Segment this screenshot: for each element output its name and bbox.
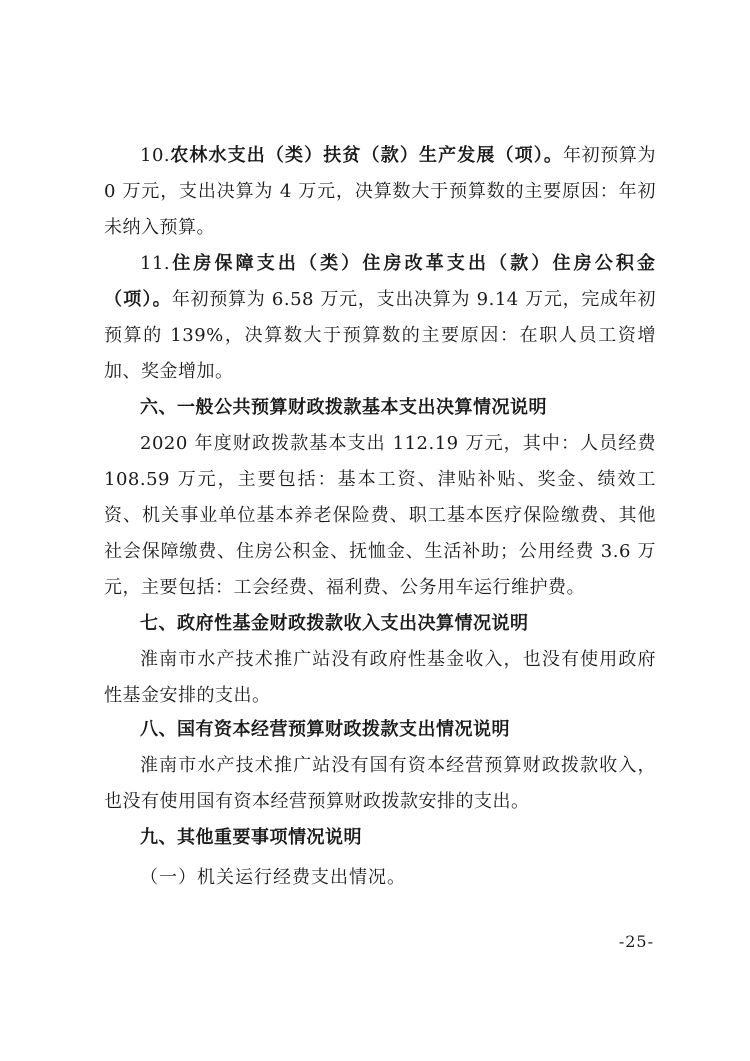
item-10-title: 农林水支出（类）扶贫（款）生产发展（项）。 bbox=[170, 145, 563, 166]
item-10-paragraph bbox=[104, 138, 656, 246]
section-8-body: 淮南市水产技术推广站没有国有资本经营预算财政拨款收入，也没有使用国有资本经营预算财政拨款安排的支出。 bbox=[104, 755, 656, 812]
item-11-body: 年初预算为 6.58 万元，支出决算为 9.14 万元，完成年初预算的 139%，决算数大于预算数的主要原因：在职人员工资增加、奖金增加。 bbox=[104, 289, 657, 382]
section-6-body: 2020 年度财政拨款基本支出 112.19 万元，其中：人员经费 108.59 万元，主要包括：基本工资、津贴补贴、奖金、绩效工资、机关事业单位基本养老保险费、职工基本医疗保险缴费、其他社会保障缴费、住房公积金、抚恤金、生活补助；公用经费 3.6 万元，主要包括：工会经费、福利费、公务用车运行维护费。 bbox=[104, 433, 656, 598]
item-10-number: 10. bbox=[140, 145, 171, 166]
item-11-paragraph bbox=[104, 246, 656, 390]
section-9-sub-1: （一）机关运行经费支出情况。 bbox=[140, 867, 406, 888]
section-7-body: 淮南市水产技术推广站没有政府性基金收入，也没有使用政府性基金安排的支出。 bbox=[104, 649, 656, 706]
section-9-heading: 九、其他重要事项情况说明 bbox=[140, 827, 362, 848]
page-number: -25- bbox=[618, 932, 654, 951]
item-11-number: 11. bbox=[140, 253, 171, 274]
section-6-heading: 六、一般公共预算财政拨款基本支出决算情况说明 bbox=[140, 397, 547, 418]
item-10-body: 年初预算为 0 万元，支出决算为 4 万元，决算数大于预算数的主要原因：年初未纳入预算。 bbox=[104, 145, 657, 238]
section-8-heading: 八、国有资本经营预算财政拨款支出情况说明 bbox=[140, 719, 510, 740]
item-11-title: 住房保障支出（类）住房改革支出（款）住房公积金（项）。 bbox=[104, 253, 656, 310]
section-7-heading: 七、政府性基金财政拨款收入支出决算情况说明 bbox=[140, 613, 529, 634]
